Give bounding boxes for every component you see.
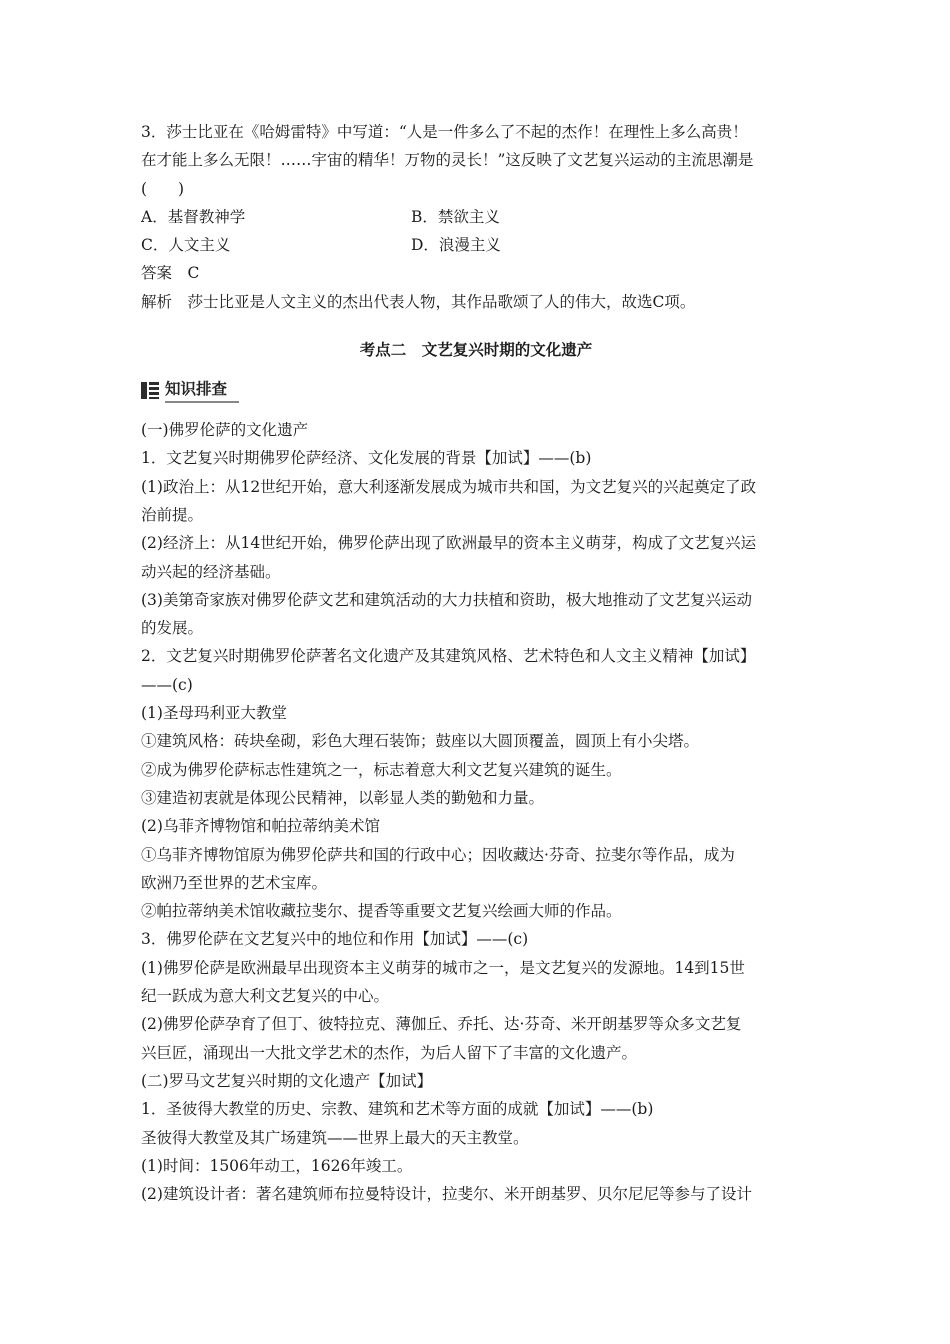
body-line: (2)乌菲齐博物馆和帕拉蒂纳美术馆 [141,817,380,836]
option-d: D．浪漫主义 [411,236,501,255]
body-line: 的发展。 [141,619,204,638]
body-line: 纪一跃成为意大利文艺复兴的中心。 [141,987,390,1006]
body-line: ——(c) [141,675,193,694]
analysis: 解析 莎士比亚是人文主义的杰出代表人物，其作品歌颂了人的伟大，故选C项。 [141,292,696,311]
body-line: (2)建筑设计者：著名建筑师布拉曼特设计，拉斐尔、米开朗基罗、贝尔尼尼等参与了设计 [141,1185,752,1204]
body-line: ①乌菲齐博物馆原为佛罗伦萨共和国的行政中心；因收藏达·芬奇、拉斐尔等作品，成为 [141,845,735,864]
options-row [141,203,811,231]
body-line: 圣彼得大教堂及其广场建筑——世界上最大的天主教堂。 [141,1128,529,1147]
body-line: (2)佛罗伦萨孕育了但丁、彼特拉克、薄伽丘、乔托、达·芬奇、米开朗基罗等众多文艺复 [141,1015,742,1034]
section-title: 考点二 文艺复兴时期的文化遗产 [359,341,593,360]
answer: 答案 C [141,264,200,283]
body-line: 1．圣彼得大教堂的历史、宗教、建筑和艺术等方面的成就【加试】——(b) [141,1100,654,1119]
knowledge-header-label: 知识排查 [165,377,239,403]
option-c: C．人文主义 [141,236,231,255]
body-line: 动兴起的经济基础。 [141,562,281,581]
body-line: (1)圣母玛利亚大教堂 [141,704,287,723]
question-line: ( ) [141,179,185,198]
body-line: (2)经济上：从14世纪开始，佛罗伦萨出现了欧洲最早的资本主义萌芽，构成了文艺复兴运 [141,534,757,553]
body-line: (1)政治上：从12世纪开始，意大利逐渐发展成为城市共和国，为文艺复兴的兴起奠定了政 [141,477,757,496]
document-page [141,118,811,1208]
body-line: ②成为佛罗伦萨标志性建筑之一，标志着意大利文艺复兴建筑的诞生。 [141,760,622,779]
question-block [141,118,811,316]
list-icon [141,382,159,399]
question-line: 在才能上多么无限！……宇宙的精华！万物的灵长！”这反映了文艺复兴运动的主流思潮是 [141,151,754,170]
body-line: (二)罗马文艺复兴时期的文化遗产【加试】 [141,1071,433,1090]
body-line: 欧洲乃至世界的艺术宝库。 [141,873,328,892]
body-line: ③建造初衷就是体现公民精神，以彰显人类的勤勉和力量。 [141,788,545,807]
body-line: ①建筑风格：砖块垒砌，彩色大理石装饰；鼓座以大圆顶覆盖，圆顶上有小尖塔。 [141,732,700,751]
body-line: 1．文艺复兴时期佛罗伦萨经济、文化发展的背景【加试】——(b) [141,449,592,468]
body-line: 治前提。 [141,505,204,524]
body-line: (一)佛罗伦萨的文化遗产 [141,421,309,440]
option-a: A．基督教神学 [141,207,246,226]
body-line: (3)美第奇家族对佛罗伦萨文艺和建筑活动的大力扶植和资助，极大地推动了文艺复兴运动 [141,590,752,609]
option-b: B．禁欲主义 [411,207,500,226]
body-text [141,416,811,1208]
body-line: 2．文艺复兴时期佛罗伦萨著名文化遗产及其建筑风格、艺术特色和人文主义精神【加试】 [141,647,756,666]
body-line: (1)时间：1506年动工，1626年竣工。 [141,1156,413,1175]
knowledge-header [141,378,811,402]
body-line: (1)佛罗伦萨是欧洲最早出现资本主义萌芽的城市之一，是文艺复兴的发源地。14到15世 [141,958,745,977]
body-line: 3．佛罗伦萨在文艺复兴中的地位和作用【加试】——(c) [141,930,529,949]
question-line: 3．莎士比亚在《哈姆雷特》中写道：“人是一件多么了不起的杰作！在理性上多么高贵！ [141,123,748,141]
options-row [141,231,811,259]
body-line: 兴巨匠，涌现出一大批文学艺术的杰作，为后人留下了丰富的文化遗产。 [141,1043,638,1062]
body-line: ②帕拉蒂纳美术馆收藏拉斐尔、提香等重要文艺复兴绘画大师的作品。 [141,902,622,921]
